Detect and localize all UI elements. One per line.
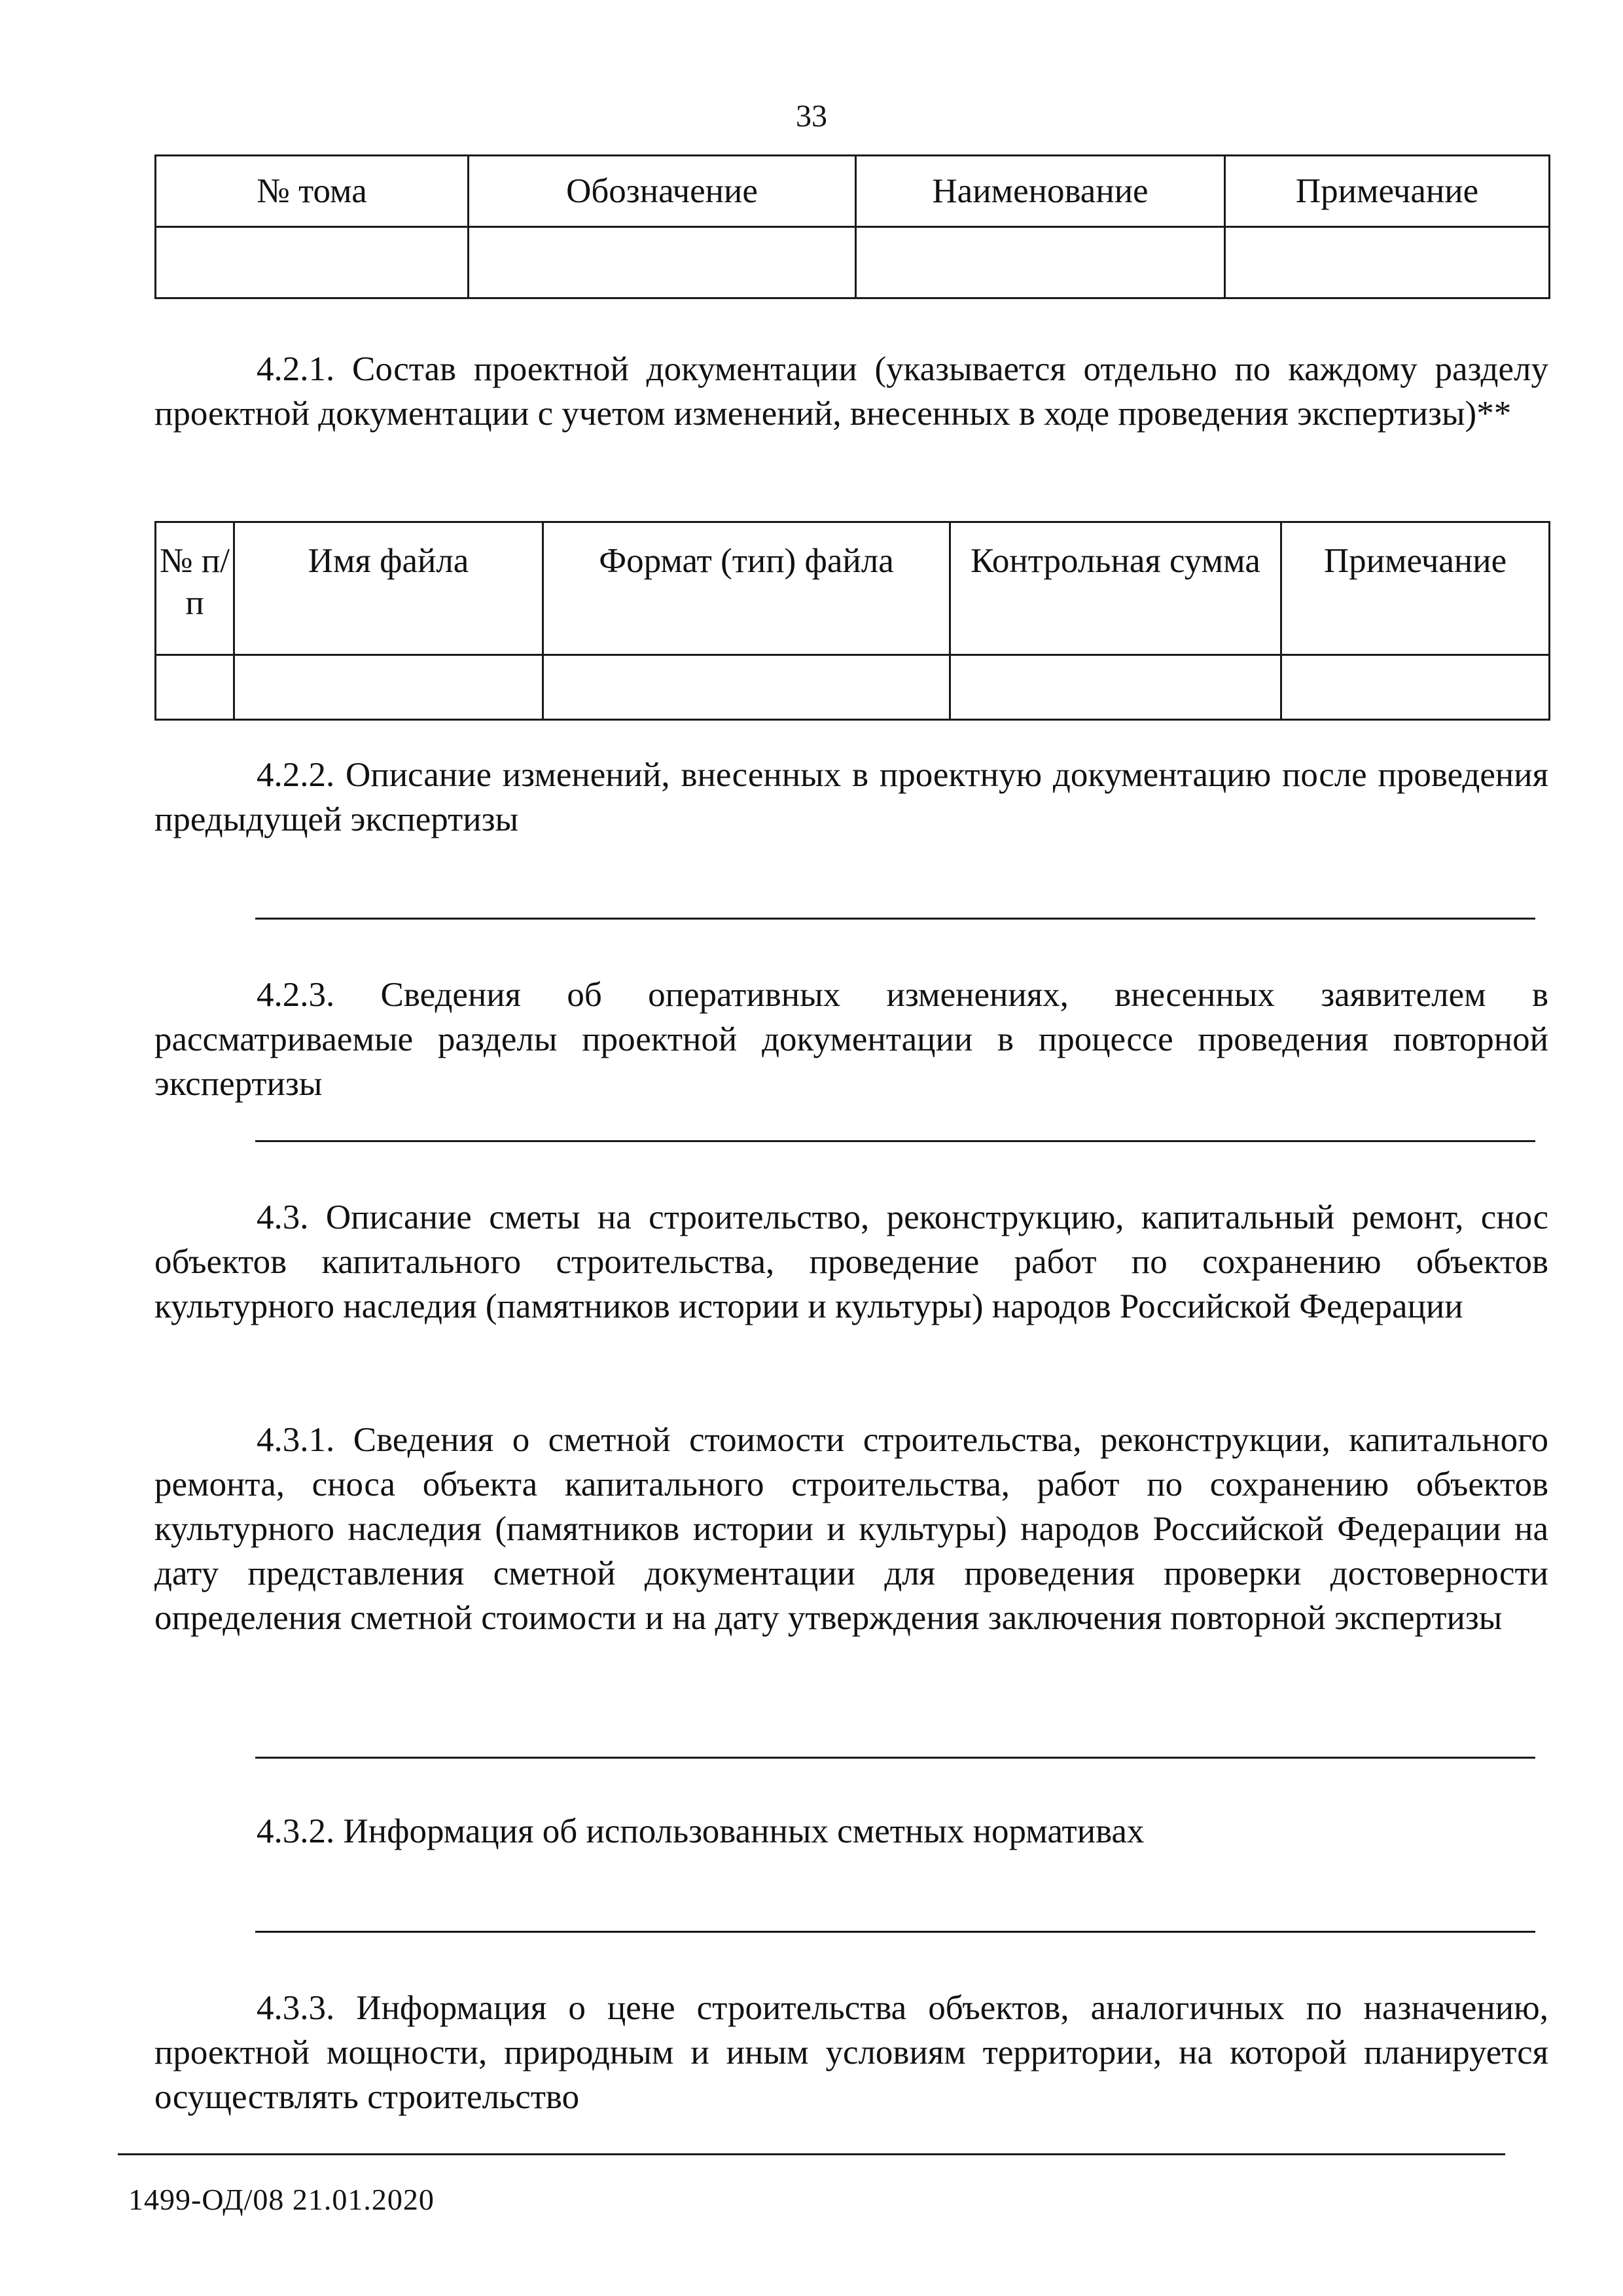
section-4-3-1: 4.3.1. Сведения о сметной стоимости строительства, реконструкции, капитального ремонта, сноса объекта капитального строительства, работ по сохранению объектов культурного наследия (памятников истории и культуры) народов Российской Федерации на дату представления сметной документации для проведения проверки достоверности определения сметной стоимости и на дату утверждения заключения повторной экспертизы [154, 1421, 1548, 1637]
table-cell [950, 655, 1281, 720]
header-checksum: Контрольная сумма [950, 522, 1281, 655]
files-table [154, 521, 1550, 721]
header-volume-number: № тома [156, 156, 469, 227]
table-cell [156, 227, 469, 298]
table-cell [543, 655, 950, 720]
section-4-2-2: 4.2.2. Описание изменений, внесенных в проектную документацию после проведения предыдущей экспертизы [154, 756, 1548, 838]
fill-in-line [255, 1757, 1535, 1759]
table-cell [856, 227, 1225, 298]
fill-in-line [255, 918, 1535, 920]
section-4-2-1: 4.2.1. Состав проектной документации (указывается отдельно по каждому разделу проектной документации с учетом изменений, внесенных в ходе проведения экспертизы)** [154, 350, 1548, 433]
table-cell [234, 655, 543, 720]
section-4-3-3: 4.3.3. Информация о цене строительства объектов, аналогичных по назначению, проектной мощности, природным и иным условиям территории, на которой планируется осуществлять строительство [154, 1989, 1548, 2116]
footer-divider [118, 2153, 1505, 2155]
header-row-number: № п/п [156, 522, 234, 655]
table-cell [1281, 655, 1550, 720]
page-number: 33 [796, 99, 827, 134]
fill-in-line [255, 1140, 1535, 1142]
header-file-name: Имя файла [234, 522, 543, 655]
table-header-row [156, 522, 1550, 655]
section-4-3: 4.3. Описание сметы на строительство, реконструкцию, капитальный ремонт, снос объектов капитального строительства, проведение работ по сохранению объектов культурного наследия (памятников истории и культуры) народов Российской Федерации [154, 1198, 1548, 1325]
table-header-row [156, 156, 1550, 227]
table-row [156, 655, 1550, 720]
volumes-table [154, 154, 1550, 299]
header-note: Примечание [1281, 522, 1550, 655]
header-note: Примечание [1225, 156, 1550, 227]
table-cell [469, 227, 856, 298]
document-code: 1499-ОД/08 21.01.2020 [128, 2183, 435, 2216]
fill-in-line [255, 1931, 1535, 1933]
table-cell [1225, 227, 1550, 298]
table-cell [156, 655, 234, 720]
table-row [156, 227, 1550, 298]
header-file-format: Формат (тип) файла [543, 522, 950, 655]
section-4-3-2: 4.3.2. Информация об использованных сметных нормативах [257, 1812, 1145, 1850]
header-name: Наименование [856, 156, 1225, 227]
header-designation: Обозначение [469, 156, 856, 227]
section-4-2-3: 4.2.3. Сведения об оперативных изменениях, внесенных заявителем в рассматриваемые разделы проектной документации в процессе проведения повторной экспертизы [154, 976, 1548, 1103]
